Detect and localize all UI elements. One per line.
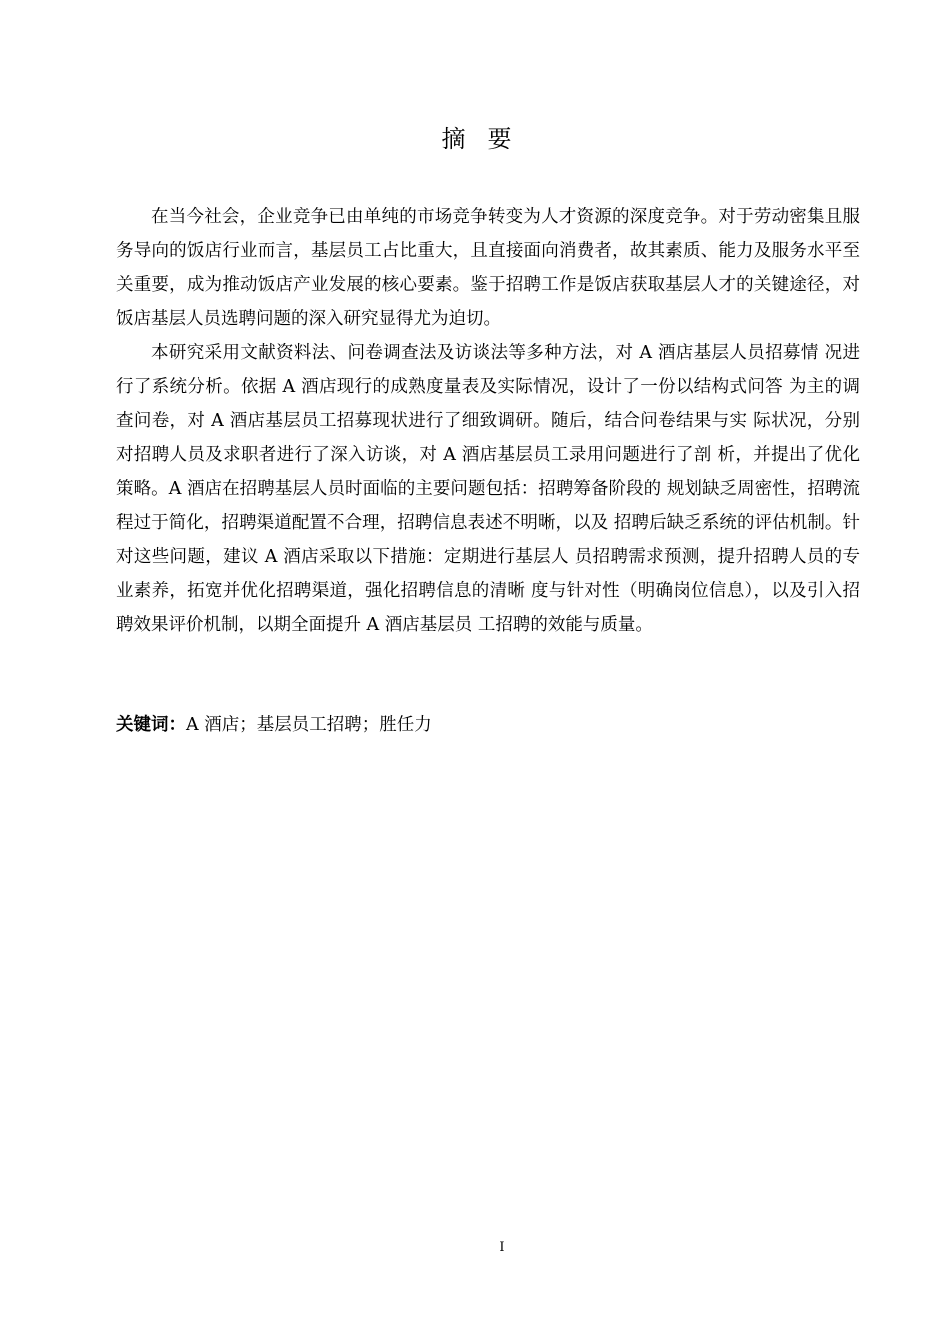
- abstract-title: 摘要: [441, 125, 534, 153]
- abstract-paragraph-2: 本研究采用文献资料法、问卷调查法及访谈法等多种方法，对 A 酒店基层人员招募情 况进行了系统分析。依据 A 酒店现行的成熟度量表及实际情况，设计了一份以结构式问答 为主的调查问卷，对 A 酒店基层员工招募现状进行了细致调研。随后，结合问卷结果与实 际状况，分别对招聘人员及求职者进行了深入访谈，对 A 酒店基层员工录用问题进行了剖 析，并提出了优化策略。A 酒店在招聘基层人员时面临的主要问题包括：招聘筹备阶段的 规划缺乏周密性，招聘流程过于简化，招聘渠道配置不合理，招聘信息表述不明晰，以及 招聘后缺乏系统的评估机制。针对这些问题，建议 A 酒店采取以下措施：定期进行基层人 员招聘需求预测，提升招聘人员的专业素养，拓宽并优化招聘渠道，强化招聘信息的清晰 度与针对性（明确岗位信息），以及引入招聘效果评价机制，以期全面提升 A 酒店基层员 工招聘的效能与质量。: [116, 343, 860, 635]
- keywords-value: A 酒店；基层员工招聘；胜任力: [186, 715, 432, 735]
- keywords-line: [116, 708, 860, 742]
- keywords-label: 关键词：: [116, 715, 186, 735]
- abstract-body: [116, 200, 860, 642]
- abstract-paragraph-1: 在当今社会，企业竞争已由单纯的市场竞争转变为人才资源的深度竞争。对于劳动密集且服务导向的饭店行业而言，基层员工占比重大，且直接面向消费者，故其素质、能力及服务水平至关重要，成为推动饭店产业发展的核心要素。鉴于招聘工作是饭店获取基层人才的关键途径，对饭店基层人员选聘问题的深入研究显得尤为迫切。: [116, 207, 860, 329]
- page-number: I: [499, 1240, 505, 1255]
